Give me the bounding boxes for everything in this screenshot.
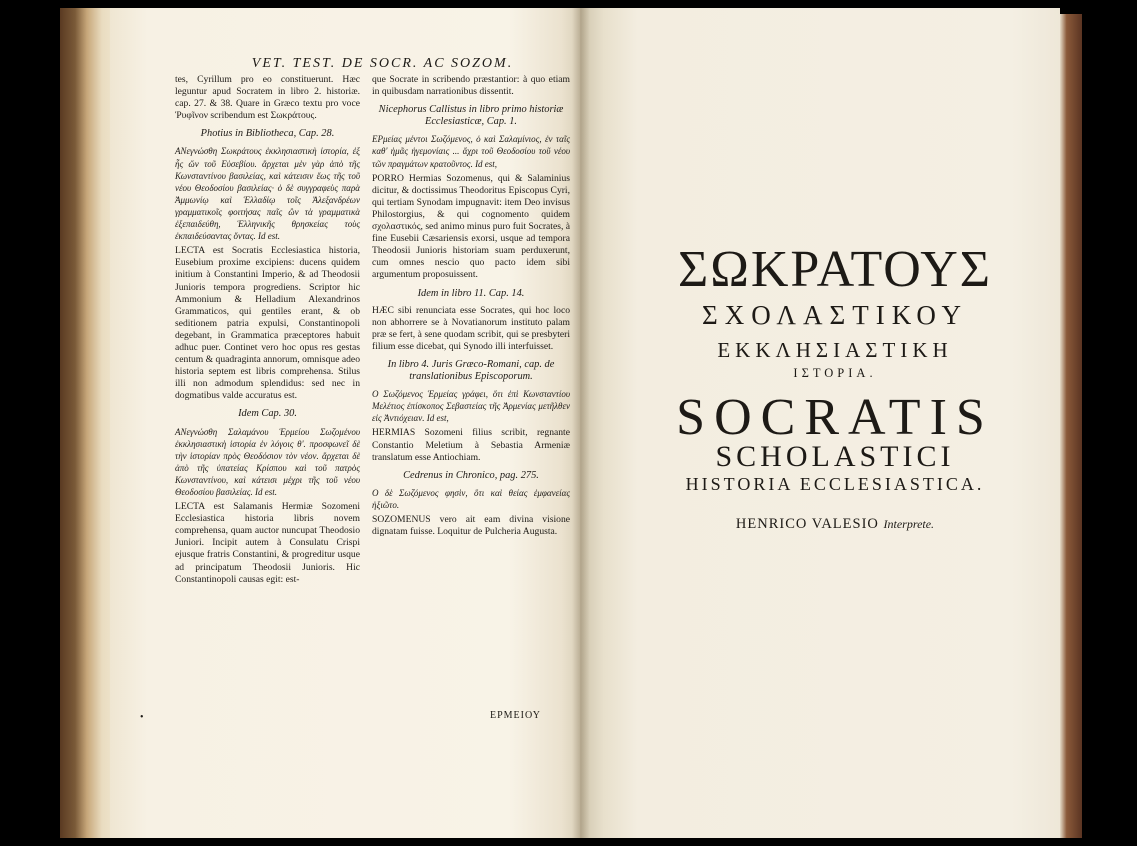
- column-text: tes, Cyrillum pro eo constituerunt. Hæc leguntur apud Socratem in libro 2. historiæ. cap. 27. & 38. Quare in Græco textu pro voce Ῥυφῖνον scribendum est Σωκράτους.: [175, 74, 360, 122]
- margin-mark: •: [140, 712, 144, 723]
- translator-role: Interprete.: [883, 517, 935, 531]
- title-latin-historia: HISTORIA ECCLESIASTICA.: [685, 474, 985, 494]
- left-page-column-1: [175, 74, 360, 589]
- greek-quotation: Ο δὲ Σωζόμενος φησὶν, ὅτι καὶ θείας ἐμφανείας ἠξιῶτο.: [372, 487, 570, 510]
- latin-paragraph: HERMIAS Sozomeni filius scribit, regnante Constantio Meletium à Sebastia Armeniæ translatum esse Antiochiam.: [372, 427, 570, 463]
- section-heading: Photius in Bibliotheca, Cap. 28.: [200, 128, 335, 140]
- title-greek-scholastikou: ΣΧΟΛΑΣΤΙΚΟΥ: [702, 300, 968, 330]
- greek-quotation: ΑΝεγνώσθη Σαλαμάνου Ἑρμείου Σωζομένου ἐκκλησιαστικὴ ἱστορία ἐν λόγοις θ'. προσφωνεῖ δὲ τὴν ἱστορίαν πρὸς Θεοδόσιον τὸν νέον. ἄρχεται δὲ ἀπὸ τῆς ὑπατείας Κρίσπου καὶ τοῦ πατρὸς Κωνσταντίνου, καὶ κάτεισι μέχρι τῆς τοῦ νέου Θεοδοσίου βασιλείας. Id est.: [175, 426, 360, 497]
- translator-name: HENRICO VALESIO: [735, 516, 879, 532]
- greek-quotation: Ο Σωζόμενος Ἑρμείας γράφει, ὅτι ἐπὶ Κωνσταντίου Μελέτιος ἐπίσκοπος Σεβαστείας τῆς Ἀρμενίας μετῆλθεν εἰς Ἀντιόχειαν. Id est,: [372, 389, 570, 424]
- title-translator: [600, 516, 1070, 533]
- latin-paragraph: LECTA est Socratis Ecclesiastica historia, Eusebium proxime excipiens: ducens quidem initium à Constantini Imperio, & ad Theodosii Junioris tempora progrediens. Scriptor hic Ammonium & Helladium Alexandrinos Grammaticos, qui gentiles erant, & ob seditionem patria expulsi, Constantinopoli degebant, in Grammatica præceptores habuit adhuc puer. Continet vero hoc opus res gestas centum & quadraginta annorum, omnisque adeo historia septem est libris comprehensa. Stilus illi non admodum splendidus: sed nec in dogmatibus valde accuratus est.: [175, 245, 360, 402]
- title-latin-scholastici: SCHOLASTICI: [715, 440, 955, 473]
- running-head: VET. TEST. DE SOCR. AC SOZOM.: [251, 56, 514, 71]
- catchword: ΕΡΜΕΙΟΥ: [490, 710, 541, 721]
- latin-paragraph: PORRO Hermias Sozomenus, qui & Salaminius dicitur, & doctissimus Theodoritus Episcopus Cyri, qui tertiam Synodam impugnavit: item Deo invisus Philostorgius, & qui cognomento quidem σχολαστικός, sed animo minus puro fuit Socrates, à fine Eusebii Cæsariensis exorsi, usque ad tempora Theodosii Junioris historiam suam perduxerunt, cum omnes nescio quo pacto idem sibi argumentum proposuissent.: [372, 172, 570, 281]
- left-page-column-2: [372, 74, 570, 541]
- latin-paragraph: LECTA est Salamanis Hermiæ Sozomeni Ecclesiastica historia libris novem comprehensa, quam auctor nuncupat Theodosio Juniori. Incipit autem à Consulatu Crispi ejusque fratris Constantini, & progreditur usque ad principatum Theodosii Junioris. Hic Constantinopoli causas egit: est-: [175, 501, 360, 585]
- section-heading: Cedrenus in Chronico, pag. 275.: [403, 469, 539, 481]
- title-greek-historia: ΙΣΤΟΡΙΑ.: [793, 366, 877, 380]
- greek-quotation: ΕΡμείας μέντοι Σωζόμενος, ὁ καὶ Σαλαμίνιος, ἐν ταῖς καθ' ἡμᾶς ἡγεμονίαις ... ἄχρι τοῦ Θεοδοσίου τοῦ νέου τῶν πραγμάτων κρατοῦντος. Id est,: [372, 134, 570, 169]
- book-gutter: [572, 8, 590, 838]
- latin-paragraph: SOZOMENUS vero ait eam divina visione dignatam fuisse. Loquitur de Pulcheria Augusta.: [372, 514, 570, 538]
- title-latin-socratis: SOCRATIS: [676, 389, 994, 446]
- title-greek-socrates: ΣΩΚΡΑΤΟΥΣ: [677, 241, 993, 298]
- section-heading: Idem Cap. 30.: [238, 408, 297, 420]
- section-heading: In libro 4. Juris Græco-Romani, cap. de translationibus Episcoporum.: [387, 358, 555, 383]
- title-greek-ekklesiastike: ΕΚΚΛΗΣΙΑΣΤΙΚΗ: [717, 338, 953, 362]
- section-heading: Idem in libro 11. Cap. 14.: [417, 287, 525, 299]
- column-text: que Socrate in scribendo præstantior: à quo etiam in quibusdam narrationibus dissentit.: [372, 74, 570, 98]
- section-heading: Nicephorus Callistus in libro primo historiæ Ecclesiasticæ, Cap. 1.: [378, 104, 564, 128]
- greek-quotation: ΑΝεγνώσθη Σωκράτους ἐκκλησιαστικὴ ἱστορία, ἐξ ἧς ὤν τοῦ Εὐσεβίου. ἄρχεται μὲν γὰρ ἀπὸ τῆς Κωνσταντίνου βασιλείας, καὶ κάτεισιν ἕως τῆς τοῦ νέου Θεοδοσίου βασιλείας· ὁ δὲ συγγραφεὺς παρὰ Ἀμμωνίῳ καὶ Ἑλλαδίῳ τοῖς Ἀλεξανδρέων γραμματικοῖς φοιτήσας παῖς ὢν τὰ γραμματικὰ ἐξεπαιδεύθη, Ἑλληνικῆς θρησκείας τοὺς ἐκπαιδεύσαντας ὄντας. Id est.: [175, 146, 360, 242]
- latin-paragraph: HÆC sibi renunciata esse Socrates, qui hoc loco non abhorrere se à Novatianorum instituto palam præ se fert, à sene quodam scribit, qui se presbyteri filium esse dicebat, qui Synodo illi interfuisset.: [372, 304, 570, 352]
